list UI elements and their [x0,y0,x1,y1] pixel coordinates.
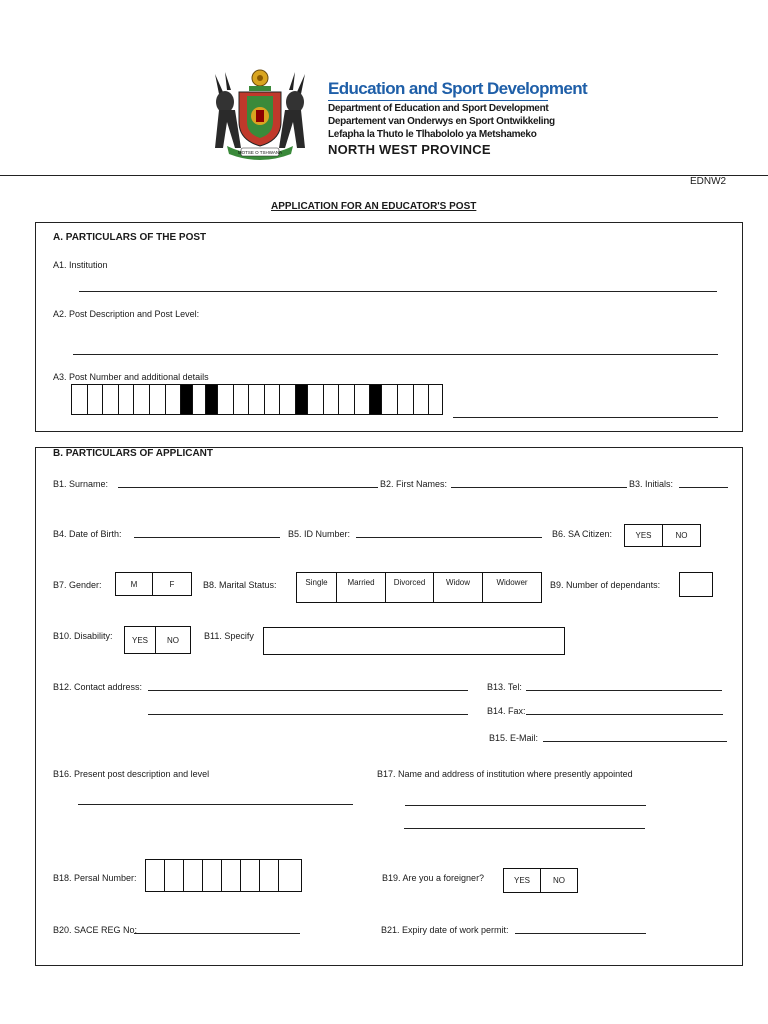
b12-contact-address-field-1[interactable] [148,690,468,691]
b18-persal-number-boxes[interactable] [145,859,302,892]
b4-date-of-birth-label: B4. Date of Birth: [53,529,122,539]
b8-married-label: Married [347,578,375,587]
b8-divorced-label: Divorced [393,578,426,587]
b5-id-number-label: B5. ID Number: [288,529,351,539]
dept-title: Education and Sport Development [328,79,588,98]
a2-label: A2. Post Description and Post Level: [53,309,200,319]
b5-id-number-field[interactable] [356,537,542,538]
b11-specify-label: B11. Specify [204,631,254,641]
a3-post-number-boxes[interactable] [71,384,443,415]
b8-marital-status-label: B8. Marital Status: [203,580,277,590]
b7-gender-label: B7. Gender: [53,580,102,590]
dept-line-afrikaans: Departement van Onderwys en Sport Ontwikkeling [328,116,555,127]
b19-no-label: NO [553,876,565,885]
b10-no-checkbox[interactable] [155,626,191,654]
b12-contact-address-field-2[interactable] [148,714,468,715]
a1-institution-field[interactable] [79,291,717,292]
form-code: EDNW2 [690,176,727,187]
b14-fax-field[interactable] [526,714,723,715]
b19-yes-checkbox[interactable] [503,868,541,893]
b6-no-checkbox[interactable] [662,524,701,547]
a1-label: A1. Institution [53,260,108,270]
b9-dependants-label: B9. Number of dependants: [550,580,661,590]
dept-line-english: Department of Education and Sport Development [328,103,549,114]
b11-specify-field[interactable] [263,627,565,655]
b10-yes-checkbox[interactable] [124,626,156,654]
b19-no-checkbox[interactable] [540,868,578,893]
b6-sa-citizen-label: B6. SA Citizen: [552,529,613,539]
b4-date-of-birth-field[interactable] [134,537,280,538]
b16-present-post-field[interactable] [78,804,353,805]
a3-label: A3. Post Number and additional details [53,372,209,382]
b13-tel-field[interactable] [526,690,722,691]
dept-line-setswana: Lefapha la Thuto le Tlhabololo ya Metshameko [328,129,537,140]
b21-work-permit-expiry-field[interactable] [515,933,646,934]
b8-widow-checkbox[interactable] [433,572,483,603]
province-name: NORTH WEST PROVINCE [328,142,491,157]
b1-surname-field[interactable] [118,487,378,488]
a2-post-description-field[interactable] [73,354,718,355]
b2-first-names-label: B2. First Names: [380,479,448,489]
b20-sace-reg-field[interactable] [134,933,300,934]
a3-additional-details-field[interactable] [453,417,718,418]
b8-widow-label: Widow [445,578,470,587]
b17-institution-field-1[interactable] [405,805,646,806]
header-rule [0,175,768,176]
b7-male-label: M [130,579,138,589]
b3-initials-label: B3. Initials: [629,479,674,489]
b2-first-names-field[interactable] [451,487,627,488]
b8-single-label: Single [305,578,328,587]
b8-single-checkbox[interactable] [296,572,337,603]
b6-yes-label: YES [635,531,652,540]
b10-no-label: NO [167,635,179,645]
b9-dependants-field[interactable] [679,572,713,597]
b17-institution-field-2[interactable] [404,828,645,829]
b17-institution-label: B17. Name and address of institution where presently appointed [377,769,633,779]
b7-female-label: F [169,579,175,589]
b16-present-post-label: B16. Present post description and level [53,769,210,779]
b6-yes-checkbox[interactable] [624,524,663,547]
header-logo-block [205,66,588,162]
section-a-title: A. PARTICULARS OF THE POST [53,232,207,243]
b15-email-field[interactable] [543,741,727,742]
b7-female-checkbox[interactable] [152,572,192,596]
b8-widower-label: Widower [496,578,528,587]
title-underline [328,100,548,101]
b21-work-permit-expiry-label: B21. Expiry date of work permit: [381,925,509,935]
b14-fax-label: B14. Fax: [487,706,526,716]
b20-sace-reg-label: B20. SACE REG No: [53,925,138,935]
section-b-title: B. PARTICULARS OF APPLICANT [53,448,213,459]
form-title: APPLICATION FOR AN EDUCATOR'S POST [271,201,477,212]
b6-no-label: NO [675,531,688,540]
b8-widower-checkbox[interactable] [482,572,542,603]
b8-divorced-checkbox[interactable] [385,572,434,603]
b3-initials-field[interactable] [679,487,728,488]
b19-foreigner-label: B19. Are you a foreigner? [382,873,485,883]
b13-tel-label: B13. Tel: [487,682,522,692]
crest-motto: MOTSE O TSHWANA [237,150,283,155]
b18-persal-number-label: B18. Persal Number: [53,873,137,883]
coat-of-arms-icon [205,66,315,162]
b19-yes-label: YES [513,876,530,885]
b1-surname-label: B1. Surname: [53,479,109,489]
b8-married-checkbox[interactable] [336,572,386,603]
b10-yes-label: YES [131,635,148,645]
b15-email-label: B15. E-Mail: [489,733,539,743]
b10-disability-label: B10. Disability: [53,631,113,641]
b7-male-checkbox[interactable] [115,572,153,596]
b12-contact-address-label: B12. Contact address: [53,682,143,692]
